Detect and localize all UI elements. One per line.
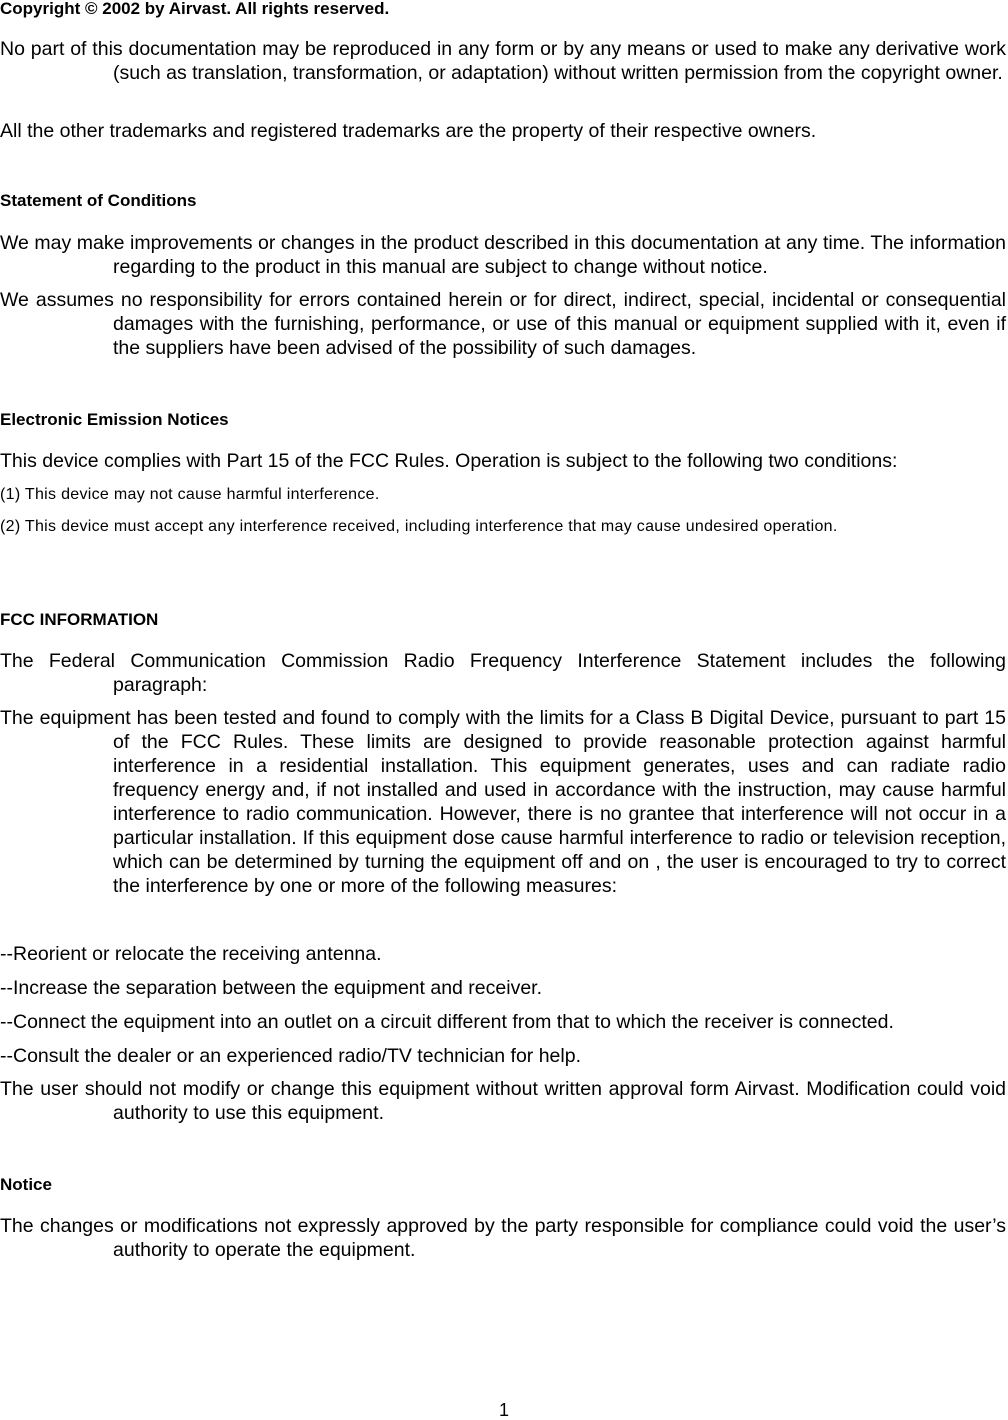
notice-heading: Notice (0, 1175, 52, 1194)
conditions-heading: Statement of Conditions (0, 191, 197, 210)
conditions-paragraph-responsibility: We assumes no responsibility for errors contained herein or for direct, indirect, special, incidental or consequential damages with the furnishing, performance, or use of this manual or equipment supplied with it, even if the suppliers have been advised of the possibility of such damages. (0, 289, 1006, 359)
fcc-measure-separation: --Increase the separation between the equipment and receiver. (0, 977, 543, 999)
fcc-measure-outlet: --Connect the equipment into an outlet on a circuit different from that to which the receiver is connected. (0, 1011, 894, 1033)
emission-condition-1: (1) This device may not cause harmful interference. (0, 486, 380, 503)
emission-paragraph-compliance: This device complies with Part 15 of the FCC Rules. Operation is subject to the following two conditions: (0, 450, 898, 472)
fcc-paragraph-statement: The Federal Communication Commission Radio Frequency Interference Statement includes the following paragraph: (0, 650, 1006, 696)
intro-paragraph-reproduction: No part of this documentation may be reproduced in any form or by any means or used to make any derivative work (such as translation, transformation, or adaptation) without written permission from the copyright owner. (0, 38, 1006, 84)
notice-paragraph: The changes or modifications not expressly approved by the party responsible for compliance could void the user’s authority to operate the equipment. (0, 1215, 1006, 1261)
page-number: 1 (498, 1400, 509, 1420)
emission-heading: Electronic Emission Notices (0, 410, 229, 429)
fcc-paragraph-modification: The user should not modify or change this equipment without written approval form Airvast. Modification could void authority to use this equipment. (0, 1078, 1006, 1124)
copyright-line: Copyright © 2002 by Airvast. All rights reserved. (0, 0, 390, 18)
fcc-heading: FCC INFORMATION (0, 610, 159, 629)
conditions-paragraph-improvements: We may make improvements or changes in the product described in this documentation at any time. The information regarding to the product in this manual are subject to change without notice. (0, 232, 1006, 278)
emission-condition-2: (2) This device must accept any interference received, including interference that may cause undesired operation. (0, 518, 838, 535)
intro-paragraph-trademarks: All the other trademarks and registered trademarks are the property of their respective owners. (0, 120, 817, 142)
fcc-paragraph-class-b: The equipment has been tested and found to comply with the limits for a Class B Digital Device, pursuant to part 15 of the FCC Rules. These limits are designed to provide reasonable protection against harmful interference in a residential installation. This equipment generates, uses and can radiate radio frequency energy and, if not installed and used in accordance with the instruction, may cause harmful interference to radio communication. However, there is no grantee that interference will not occur in a particular installation. If this equipment dose cause harmful interference to radio or television reception, which can be determined by turning the equipment off and on , the user is encouraged to try to correct the interference by one or more of the following measures: (0, 707, 1006, 897)
fcc-measure-reorient: --Reorient or relocate the receiving antenna. (0, 943, 382, 965)
fcc-measure-consult: --Consult the dealer or an experienced radio/TV technician for help. (0, 1045, 581, 1067)
